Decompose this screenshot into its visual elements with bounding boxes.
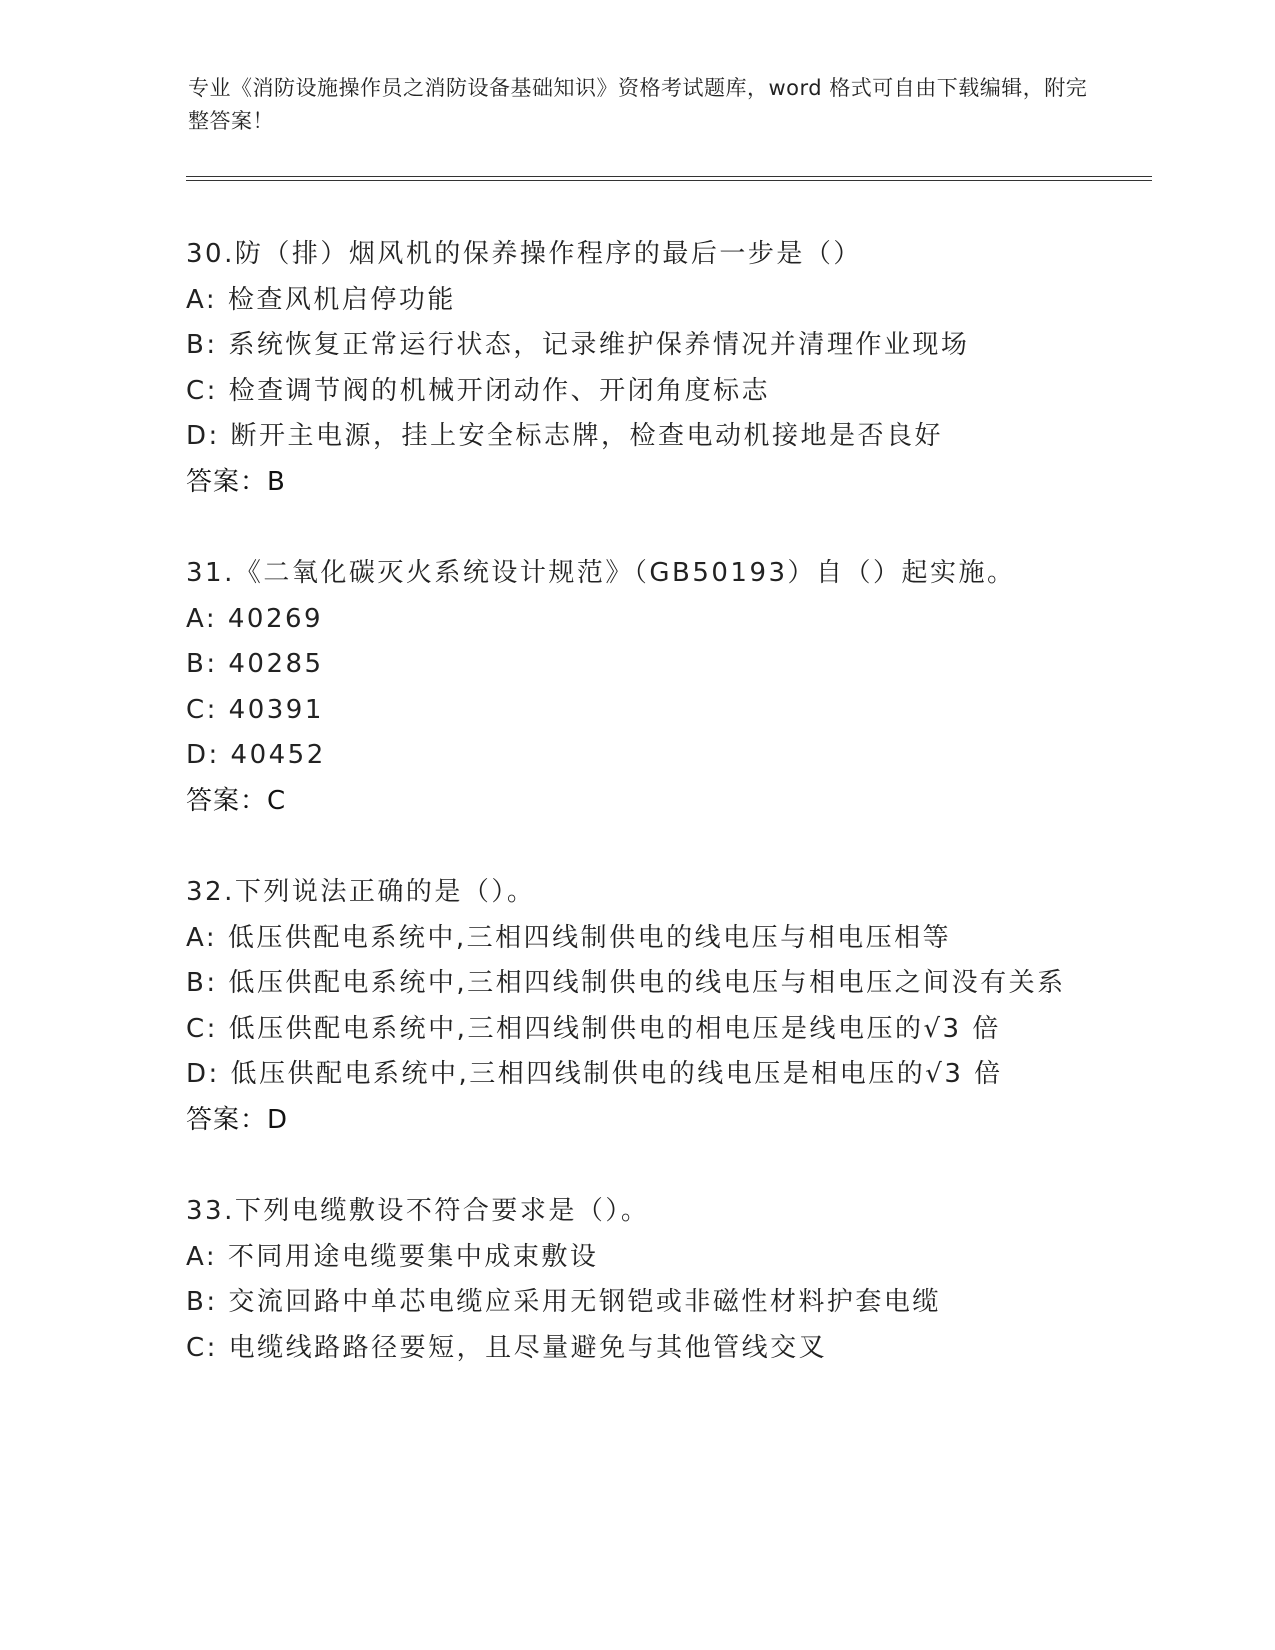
answer-label: 答案：B bbox=[186, 466, 286, 497]
document-intro: 专业《消防设施操作员之消防设备基础知识》资格考试题库，word 格式可自由下载编辑，附完整答案！ bbox=[188, 76, 1088, 133]
header-divider bbox=[186, 176, 1152, 181]
answer-label: 答案：C bbox=[186, 785, 287, 816]
option-b: B: 40285 bbox=[186, 649, 324, 679]
option-d: D: 低压供配电系统中,三相四线制供电的线电压是相电压的√3 倍 bbox=[186, 1059, 1003, 1089]
option-c: C: 电缆线路路径要短，且尽量避免与其他管线交叉 bbox=[186, 1332, 828, 1363]
spacer bbox=[186, 505, 1146, 551]
option-d: D: 40452 bbox=[186, 740, 326, 770]
option-b: B: 交流回路中单芯电缆应采用无钢铠或非磁性材料护套电缆 bbox=[186, 1287, 941, 1317]
question-32 bbox=[186, 870, 1146, 1143]
question-stem: 32.下列说法正确的是（）。 bbox=[186, 877, 536, 907]
question-list bbox=[186, 232, 1146, 1371]
spacer bbox=[186, 1143, 1146, 1189]
option-c: C: 检查调节阀的机械开闭动作、开闭角度标志 bbox=[186, 375, 771, 406]
question-33 bbox=[186, 1189, 1146, 1371]
spacer bbox=[186, 824, 1146, 870]
option-a: A: 40269 bbox=[186, 603, 324, 634]
option-b: B: 系统恢复正常运行状态，记录维护保养情况并清理作业现场 bbox=[186, 330, 970, 360]
option-a: A: 低压供配电系统中,三相四线制供电的线电压与相电压相等 bbox=[186, 922, 952, 953]
option-b: B: 低压供配电系统中,三相四线制供电的线电压与相电压之间没有关系 bbox=[186, 968, 1066, 998]
option-c: C: 40391 bbox=[186, 694, 324, 725]
question-31 bbox=[186, 551, 1146, 824]
question-30 bbox=[186, 232, 1146, 505]
question-stem: 31.《二氧化碳灭火系统设计规范》（GB50193）自（）起实施。 bbox=[186, 558, 1016, 588]
answer-label: 答案：D bbox=[186, 1104, 289, 1135]
question-stem: 30.防（排）烟风机的保养操作程序的最后一步是（） bbox=[186, 239, 862, 269]
option-d: D: 断开主电源，挂上安全标志牌，检查电动机接地是否良好 bbox=[186, 421, 944, 451]
question-stem: 33.下列电缆敷设不符合要求是（）。 bbox=[186, 1196, 650, 1226]
option-c: C: 低压供配电系统中,三相四线制供电的相电压是线电压的√3 倍 bbox=[186, 1013, 1001, 1044]
option-a: A: 检查风机启停功能 bbox=[186, 284, 456, 315]
option-a: A: 不同用途电缆要集中成束敷设 bbox=[186, 1241, 599, 1272]
